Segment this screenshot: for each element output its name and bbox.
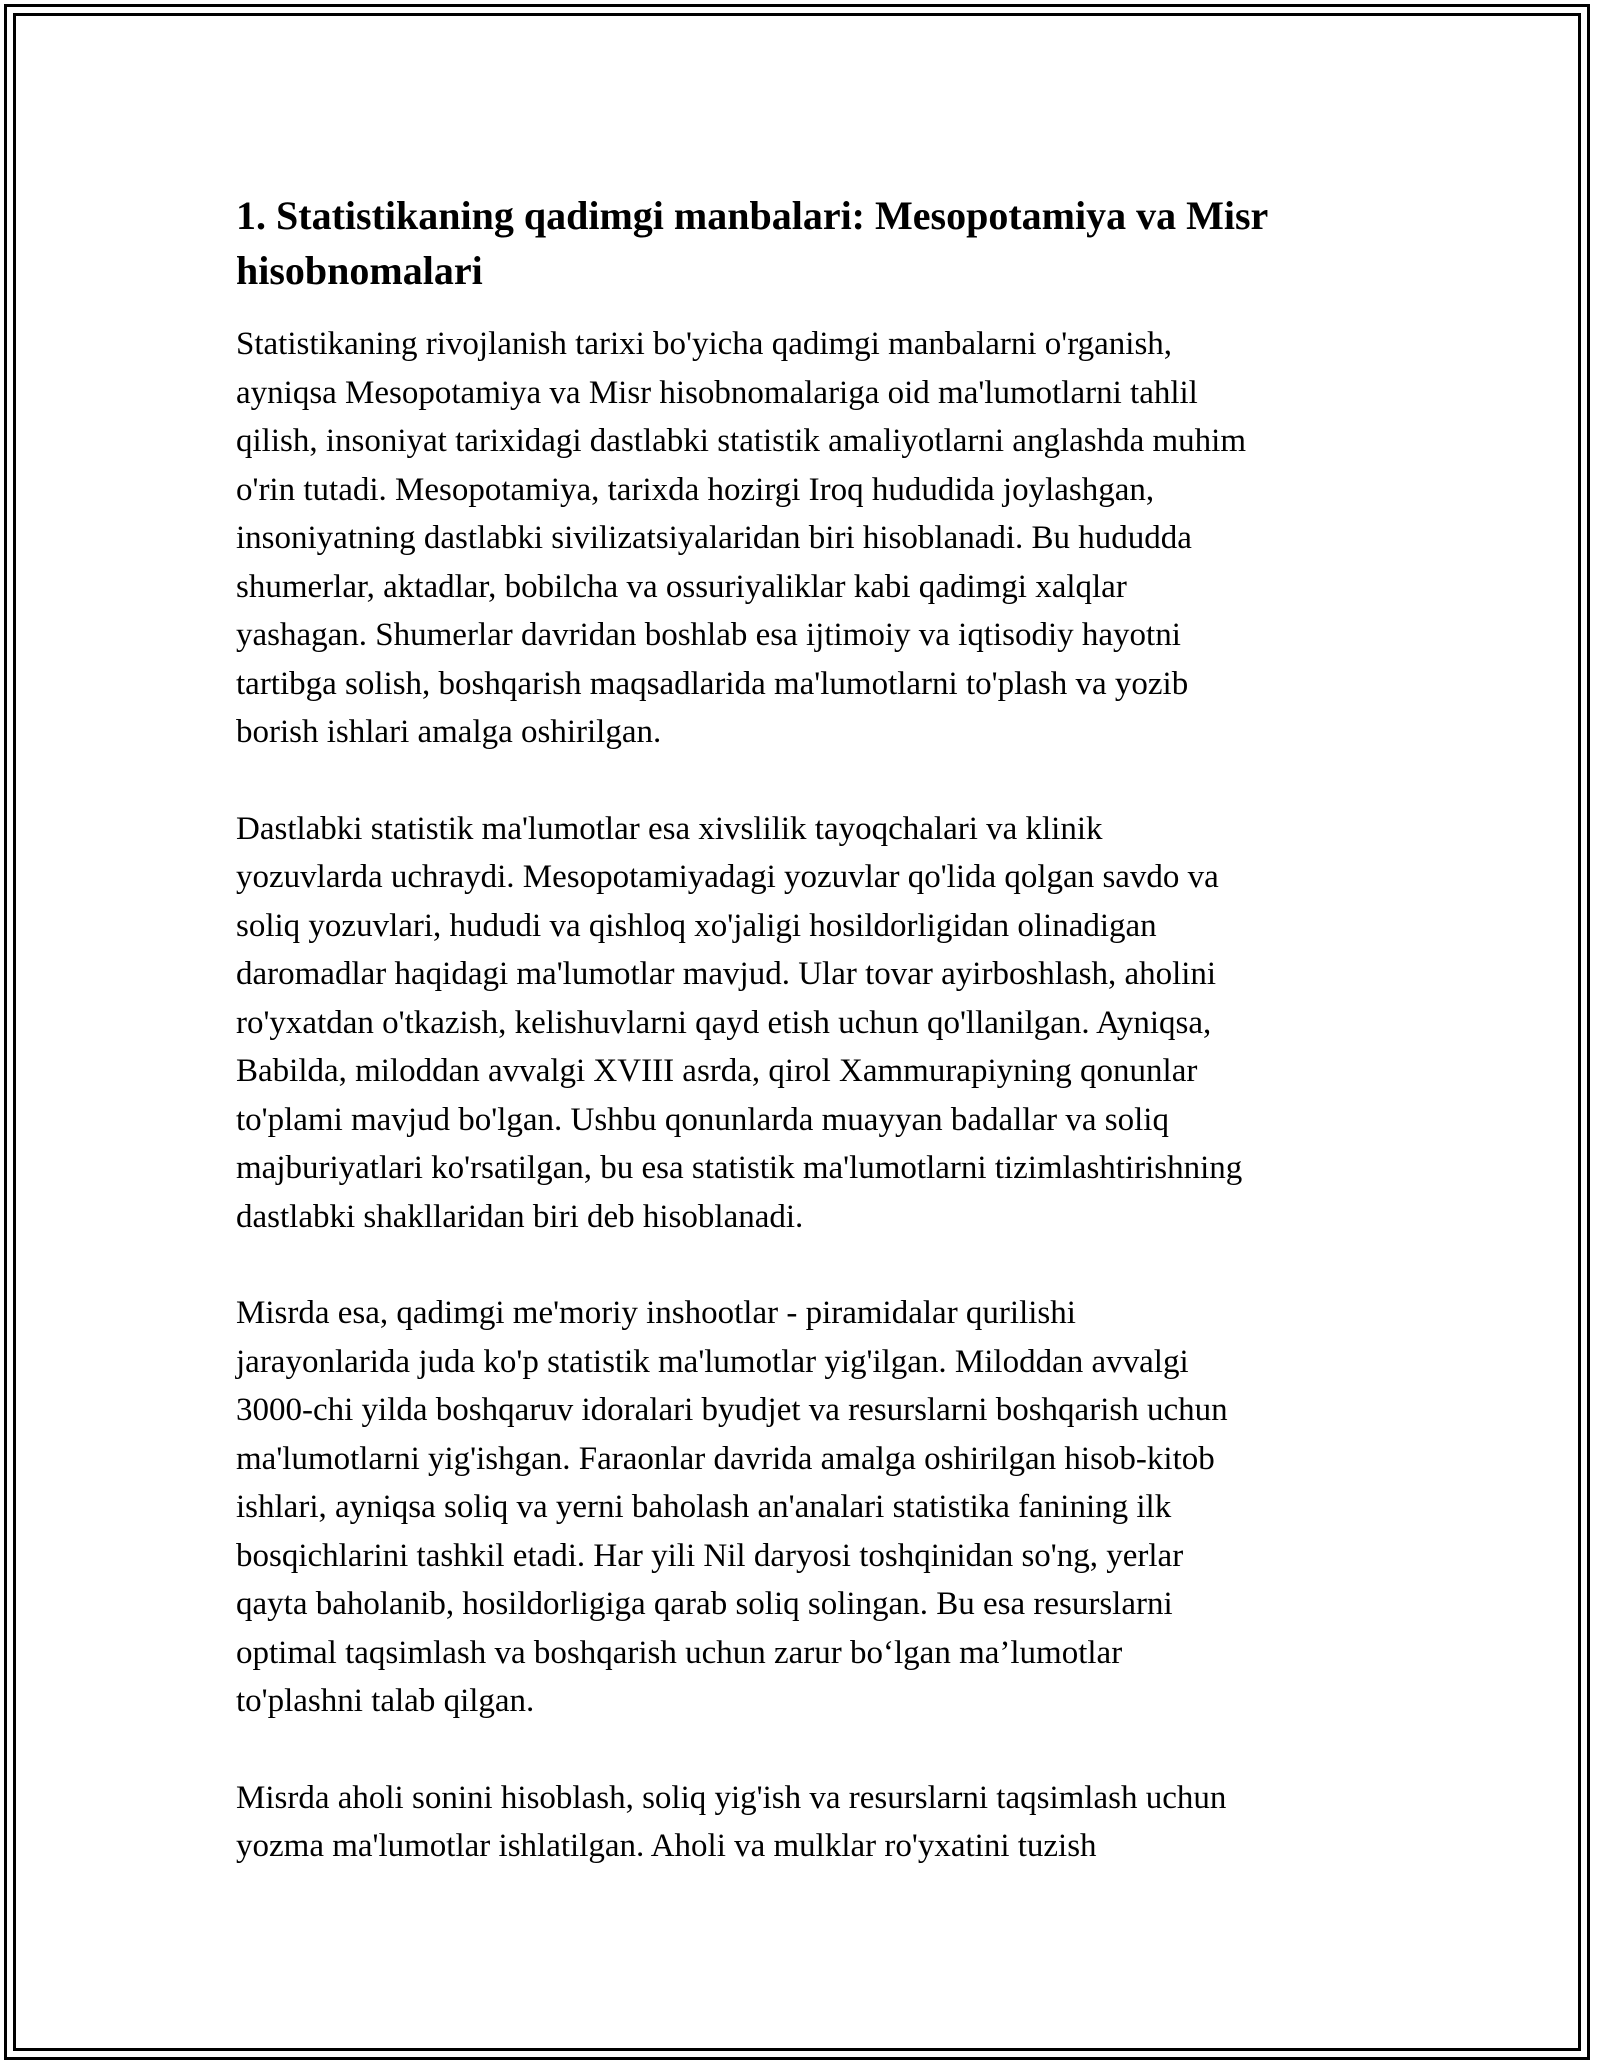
paragraph-2 bbox=[236, 805, 1366, 1242]
text-line: tartibga solish, boshqarish maqsadlarida ma'lumotlarni to'plash va yozib bbox=[236, 665, 1189, 702]
text-line: o'rin tutadi. Mesopotamiya, tarixda hozirgi Iroq hududida joylashgan, bbox=[236, 471, 1155, 508]
text-line: dastlabki shakllaridan biri deb hisoblanadi. bbox=[236, 1198, 804, 1235]
paragraph-4 bbox=[236, 1774, 1366, 1871]
text-line: ishlari, ayniqsa soliq va yerni baholash an'analari statistika fanining ilk bbox=[236, 1489, 1172, 1525]
text-line: yozuvlarda uchraydi. Mesopotamiyadagi yozuvlar qo'lida qolgan savdo va bbox=[236, 859, 1219, 895]
text-line: majburiyatlari ko'rsatilgan, bu esa statistik ma'lumotlarni tizimlashtirishning bbox=[236, 1150, 1243, 1186]
text-line: 3000-chi yilda boshqaruv idoralari byudjet va resurslarni boshqarish uchun bbox=[236, 1392, 1228, 1428]
document-body bbox=[236, 188, 1366, 1919]
text-line: ayniqsa Mesopotamiya va Misr hisobnomalariga oid ma'lumotlarni tahlil bbox=[236, 374, 1198, 411]
text-line: Misrda aholi sonini hisoblash, soliq yig'ish va resurslarni taqsimlash uchun bbox=[236, 1779, 1227, 1816]
text-line: bosqichlarini tashkil etadi. Har yili Nil daryosi toshqinidan so'ng, yerlar bbox=[236, 1537, 1184, 1574]
text-line: shumerlar, aktadlar, bobilcha va ossuriyaliklar kabi qadimgi xalqlar bbox=[236, 568, 1127, 605]
text-line: soliq yozuvlari, hududi va qishloq xo'jaligi hosildorligidan olinadigan bbox=[236, 907, 1157, 944]
text-line: yashagan. Shumerlar davridan boshlab esa ijtimoiy va iqtisodiy hayotni bbox=[236, 617, 1181, 653]
text-line: Dastlabki statistik ma'lumotlar esa xivslilik tayoqchalari va klinik bbox=[236, 810, 1103, 847]
text-line: insoniyatning dastlabki sivilizatsiyalaridan biri hisoblanadi. Bu hududda bbox=[236, 520, 1192, 556]
text-line: qayta baholanib, hosildorligiga qarab soliq solingan. Bu esa resurslarni bbox=[236, 1586, 1173, 1622]
text-line: Statistikaning rivojlanish tarixi bo'yicha qadimgi manbalarni o'rganish, bbox=[236, 326, 1173, 362]
section-heading bbox=[236, 188, 1366, 298]
heading-line: hisobnomalari bbox=[236, 248, 483, 293]
text-line: to'plashni talab qilgan. bbox=[236, 1683, 535, 1719]
text-line: ma'lumotlarni yig'ishgan. Faraonlar davrida amalga oshirilgan hisob-kitob bbox=[236, 1440, 1215, 1477]
paragraph-1 bbox=[236, 320, 1366, 757]
text-line: Babilda, miloddan avvalgi XVIII asrda, qirol Xammurapiyning qonunlar bbox=[236, 1053, 1198, 1089]
text-line: ro'yxatdan o'tkazish, kelishuvlarni qayd etish uchun qo'llanilgan. Ayniqsa, bbox=[236, 1004, 1212, 1041]
text-line: borish ishlari amalga oshirilgan. bbox=[236, 714, 662, 750]
text-line: to'plami mavjud bo'lgan. Ushbu qonunlarda muayyan badallar va soliq bbox=[236, 1101, 1169, 1138]
text-line: qilish, insoniyat tarixidagi dastlabki statistik amaliyotlarni anglashda muhim bbox=[236, 423, 1247, 459]
heading-line: 1. Statistikaning qadimgi manbalari: Mesopotamiya va Misr bbox=[236, 193, 1269, 238]
text-line: optimal taqsimlash va boshqarish uchun zarur bo‘lgan ma’lumotlar bbox=[236, 1634, 1123, 1671]
text-line: daromadlar haqidagi ma'lumotlar mavjud. Ular tovar ayirboshlash, aholini bbox=[236, 956, 1217, 992]
text-line: yozma ma'lumotlar ishlatilgan. Aholi va mulklar ro'yxatini tuzish bbox=[236, 1828, 1097, 1864]
text-line: jarayonlarida juda ko'p statistik ma'lumotlar yig'ilgan. Miloddan avvalgi bbox=[236, 1343, 1189, 1380]
paragraph-3 bbox=[236, 1289, 1366, 1726]
text-line: Misrda esa, qadimgi me'moriy inshootlar - piramidalar qurilishi bbox=[236, 1295, 1076, 1331]
